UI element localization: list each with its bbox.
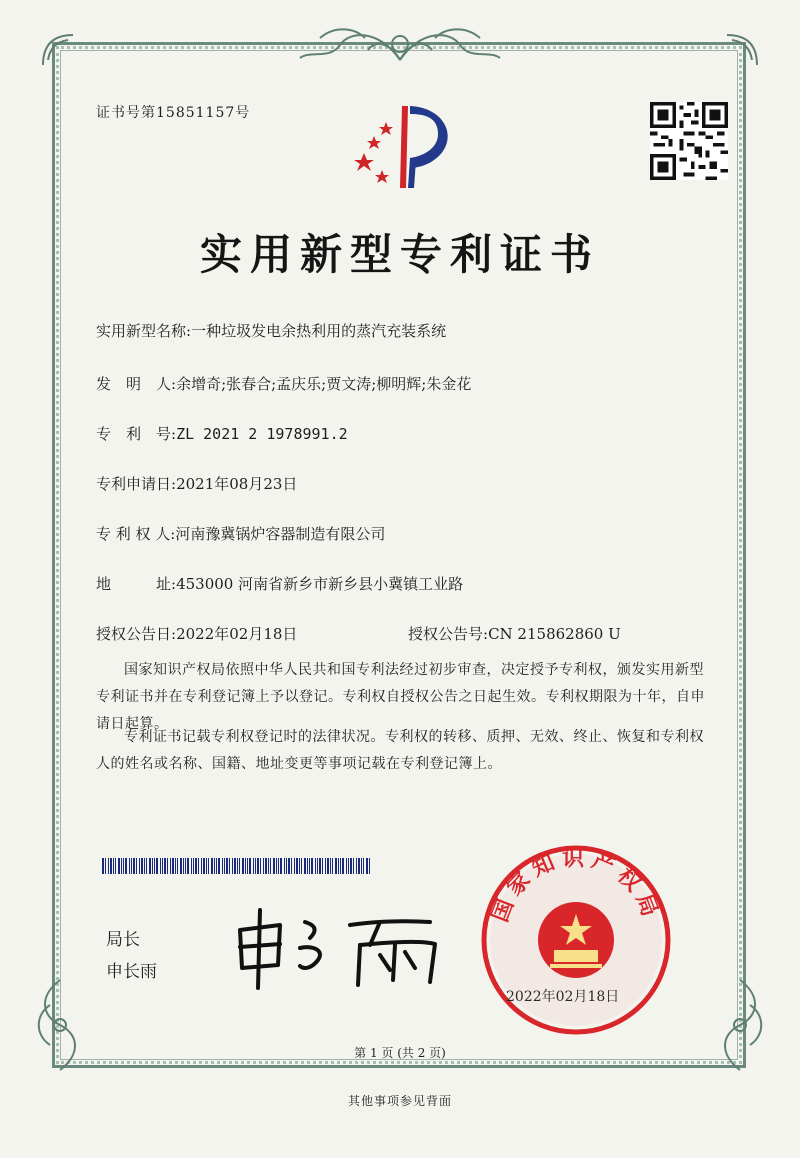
- barcode-bar: [332, 858, 333, 874]
- barcode-bar: [338, 858, 339, 874]
- barcode-bar: [356, 858, 357, 874]
- cnipa-emblem-icon: [344, 98, 464, 194]
- barcode-bar: [229, 858, 230, 874]
- barcode-bar: [105, 858, 106, 874]
- barcode-icon: [102, 858, 372, 874]
- page-number: 第 1 页 (共 2 页): [354, 1046, 446, 1060]
- barcode-bar: [224, 858, 225, 874]
- patentee-value: 河南豫冀锅炉容器制造有限公司: [175, 525, 386, 543]
- barcode-bar: [115, 858, 116, 874]
- barcode-bar: [291, 858, 292, 874]
- address-label: 地 址:: [96, 575, 177, 593]
- seal-date: 2022年02月18日: [506, 989, 620, 1005]
- barcode-bar: [319, 858, 321, 874]
- barcode-bar: [366, 858, 368, 874]
- barcode-bar: [203, 858, 205, 874]
- application-date-row: [96, 473, 297, 494]
- corner-ornament-top-right: [722, 30, 762, 70]
- barcode-bar: [280, 858, 282, 874]
- barcode-bar: [317, 858, 318, 874]
- inventor-value: 余增奇;张春合;孟庆乐;贾文涛;柳明辉;朱金花: [176, 375, 472, 393]
- director-title: 局长: [106, 930, 140, 950]
- barcode-bar: [156, 858, 158, 874]
- barcode-bar: [299, 858, 300, 874]
- barcode-bar: [237, 858, 238, 874]
- barcode-bar: [206, 858, 207, 874]
- barcode-bar: [304, 858, 306, 874]
- barcode-bar: [247, 858, 248, 874]
- barcode-bar: [129, 858, 130, 874]
- patent-number-row: [96, 423, 348, 444]
- barcode-bar: [315, 858, 316, 874]
- barcode-bar: [141, 858, 143, 874]
- patentee-label: 专 利 权 人:: [96, 525, 176, 543]
- barcode-bar: [296, 858, 298, 874]
- barcode-bar: [294, 858, 295, 874]
- barcode-bar: [309, 858, 310, 874]
- handwritten-signature: [230, 900, 450, 990]
- grant-number-label: 授权公告号:: [408, 625, 489, 643]
- barcode-bar: [242, 858, 244, 874]
- utility-model-name-label: 实用新型名称:: [96, 322, 192, 340]
- barcode-bar: [335, 858, 337, 874]
- barcode-bar: [144, 858, 145, 874]
- grant-number-row: [408, 623, 621, 644]
- barcode-bar: [284, 858, 285, 874]
- barcode-bar: [232, 858, 233, 874]
- barcode-bar: [353, 858, 354, 874]
- application-date-value: 2021年08月23日: [176, 475, 298, 493]
- barcode-bar: [133, 858, 135, 874]
- barcode-bar: [363, 858, 364, 874]
- barcode-bar: [342, 858, 344, 874]
- grant-date-row: [96, 623, 297, 644]
- back-side-note: 其他事项参见背面: [347, 1094, 452, 1108]
- barcode-bar: [340, 858, 341, 874]
- barcode-bar: [136, 858, 137, 874]
- barcode-bar: [348, 858, 349, 874]
- barcode-bar: [369, 858, 370, 874]
- barcode-bar: [273, 858, 275, 874]
- grant-number-value: CN 215862860 U: [488, 625, 621, 643]
- inventor-row: [96, 373, 471, 394]
- utility-model-name-row: [96, 320, 446, 341]
- barcode-bar: [239, 858, 240, 874]
- document-title: 实用新型专利证书: [199, 230, 600, 279]
- barcode-bar: [110, 858, 112, 874]
- barcode-bar: [255, 858, 256, 874]
- barcode-bar: [160, 858, 161, 874]
- top-ornament: [280, 20, 520, 66]
- barcode-bar: [226, 858, 228, 874]
- barcode-bar: [358, 858, 360, 874]
- barcode-bar: [268, 858, 269, 874]
- barcode-bar: [193, 858, 194, 874]
- barcode-bar: [198, 858, 199, 874]
- address-value: 453000 河南省新乡市新乡县小冀镇工业路: [176, 575, 464, 593]
- application-date-label: 专利申请日:: [96, 475, 177, 493]
- barcode-bar: [154, 858, 155, 874]
- barcode-bar: [216, 858, 217, 874]
- barcode-bar: [346, 858, 347, 874]
- barcode-bar: [257, 858, 259, 874]
- barcode-bar: [253, 858, 254, 874]
- barcode-bar: [175, 858, 176, 874]
- barcode-bar: [113, 858, 114, 874]
- barcode-bar: [149, 858, 151, 874]
- barcode-bar: [325, 858, 326, 874]
- barcode-bar: [121, 858, 122, 874]
- barcode-bar: [102, 858, 104, 874]
- barcode-bar: [185, 858, 186, 874]
- corner-ornament-top-left: [38, 30, 78, 70]
- director-name: 申长雨: [106, 962, 157, 982]
- barcode-bar: [276, 858, 277, 874]
- barcode-bar: [249, 858, 251, 874]
- barcode-bar: [350, 858, 352, 874]
- barcode-bar: [311, 858, 313, 874]
- barcode-bar: [234, 858, 236, 874]
- barcode-bar: [146, 858, 147, 874]
- barcode-bar: [125, 858, 127, 874]
- patent-number-value: ZL 2021 2 1978991.2: [176, 425, 348, 443]
- barcode-bar: [139, 858, 140, 874]
- barcode-bar: [123, 858, 124, 874]
- barcode-bar: [270, 858, 271, 874]
- barcode-bar: [307, 858, 308, 874]
- patent-number-label: 专 利 号:: [96, 425, 177, 443]
- barcode-bar: [108, 858, 109, 874]
- barcode-bar: [183, 858, 184, 874]
- barcode-bar: [167, 858, 168, 874]
- barcode-bar: [322, 858, 323, 874]
- barcode-bar: [131, 858, 132, 874]
- qr-code-icon: [650, 102, 728, 180]
- certificate-number: 证书号第15851157号: [96, 105, 251, 121]
- address-row: [96, 573, 463, 594]
- barcode-bar: [208, 858, 209, 874]
- barcode-bar: [170, 858, 171, 874]
- barcode-bar: [218, 858, 220, 874]
- inventor-label: 发 明 人:: [96, 375, 177, 393]
- barcode-bar: [191, 858, 192, 874]
- svg-text:国家知识产权局: 国家知识产权局: [487, 846, 665, 926]
- utility-model-name-value: 一种垃圾发电余热利用的蒸汽充装系统: [191, 322, 447, 340]
- barcode-bar: [172, 858, 174, 874]
- barcode-bar: [187, 858, 189, 874]
- barcode-bar: [361, 858, 362, 874]
- barcode-bar: [288, 858, 290, 874]
- barcode-bar: [211, 858, 213, 874]
- barcode-bar: [286, 858, 287, 874]
- official-seal-icon: [478, 842, 674, 1038]
- barcode-bar: [177, 858, 178, 874]
- barcode-bar: [327, 858, 329, 874]
- barcode-bar: [278, 858, 279, 874]
- barcode-bar: [214, 858, 215, 874]
- barcode-bar: [152, 858, 153, 874]
- barcode-bar: [301, 858, 302, 874]
- barcode-bar: [180, 858, 182, 874]
- barcode-bar: [265, 858, 267, 874]
- barcode-bar: [263, 858, 264, 874]
- barcode-bar: [195, 858, 197, 874]
- barcode-bar: [118, 858, 120, 874]
- legal-status-paragraph: 专利证书记载专利权登记时的法律状况。专利权的转移、质押、无效、终止、恢复和专利权人的姓名或名称、国籍、地址变更等事项记载在专利登记簿上。: [96, 729, 704, 772]
- barcode-bar: [245, 858, 246, 874]
- barcode-bar: [162, 858, 163, 874]
- grant-date-label: 授权公告日:: [96, 625, 177, 643]
- barcode-bar: [222, 858, 223, 874]
- patentee-row: [96, 523, 385, 544]
- barcode-bar: [260, 858, 261, 874]
- grant-date-value: 2022年02月18日: [176, 625, 298, 643]
- barcode-bar: [164, 858, 166, 874]
- grant-statement-paragraph: 国家知识产权局依照中华人民共和国专利法经过初步审查，决定授予专利权，颁发实用新型专利证书并在专利登记簿上予以登记。专利权自授权公告之日起生效。专利权期限为十年，自申请日起算。: [96, 662, 705, 732]
- barcode-bar: [330, 858, 331, 874]
- barcode-bar: [201, 858, 202, 874]
